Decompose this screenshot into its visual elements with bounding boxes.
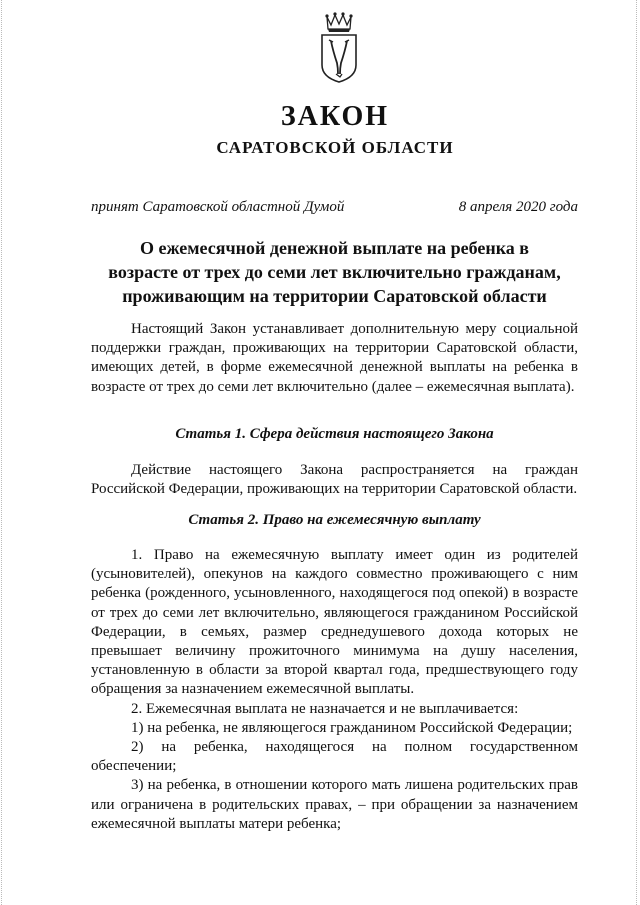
document-subtitle: САРАТОВСКОЙ ОБЛАСТИ: [216, 138, 454, 157]
adopted-by: принят Саратовской областной Думой: [91, 199, 345, 215]
law-heading-line: проживающим на территории Саратовской области: [122, 286, 547, 306]
article-2-body: [91, 546, 578, 834]
article-2-paragraph: 2. Ежемесячная выплата не назначается и не выплачивается:: [131, 700, 519, 717]
preamble-text: Настоящий Закон устанавливает дополнительную меру социальной поддержки граждан, проживающих на территории Саратовской области, имеющих детей, в форме ежемесячной денежной выплаты на ребенка в возрасте от трех до семи лет включительно (далее – ежемесячная выплата).: [91, 321, 578, 395]
article-1-body: [91, 461, 578, 499]
saratov-coat-of-arms-icon: [317, 11, 361, 85]
law-heading-line: О ежемесячной денежной выплате на ребенка в: [139, 238, 530, 258]
article-2-paragraph: 1) на ребенка, не являющегося гражданином Российской Федерации;: [131, 719, 573, 736]
preamble: [91, 320, 578, 397]
article-2-paragraph: 3) на ребенка, в отношении которого мать лишена родительских прав или ограничена в родительских правах, – при обращении за назначением ежемесячной выплаты матери ребенка;: [91, 777, 578, 832]
article-1-text: Действие настоящего Закона распространяется на граждан Российской Федерации, проживающих на территории Саратовской области.: [91, 462, 578, 498]
article-1-title: Статья 1. Сфера действия настоящего Закона: [175, 426, 494, 442]
document-title: ЗАКОН: [280, 101, 390, 132]
article-2-title: Статья 2. Право на ежемесячную выплату: [188, 512, 481, 528]
article-2-paragraph: 1. Право на ежемесячную выплату имеет один из родителей (усыновителей), опекунов на каждого совместно проживающего с ним ребенка (рожденного, усыновленного, находящегося под опекой) в возрасте от трех до семи лет включительно, являющегося гражданином Российской Федерации, в семьях, размер среднедушевого дохода которых не превышает величину прожиточного минимума на душу населения, установленную в области за второй квартал года, предшествующего году обращения за назначением ежемесячной выплаты.: [91, 547, 578, 698]
adoption-date: 8 апреля 2020 года: [458, 199, 578, 215]
law-heading: [91, 236, 578, 308]
law-heading-line: возрасте от трех до семи лет включительно гражданам,: [108, 262, 561, 282]
right-margin-mark: [636, 0, 638, 905]
left-margin-mark: [1, 0, 3, 905]
article-2-paragraph: 2) на ребенка, находящегося на полном государственном обеспечении;: [91, 739, 578, 775]
